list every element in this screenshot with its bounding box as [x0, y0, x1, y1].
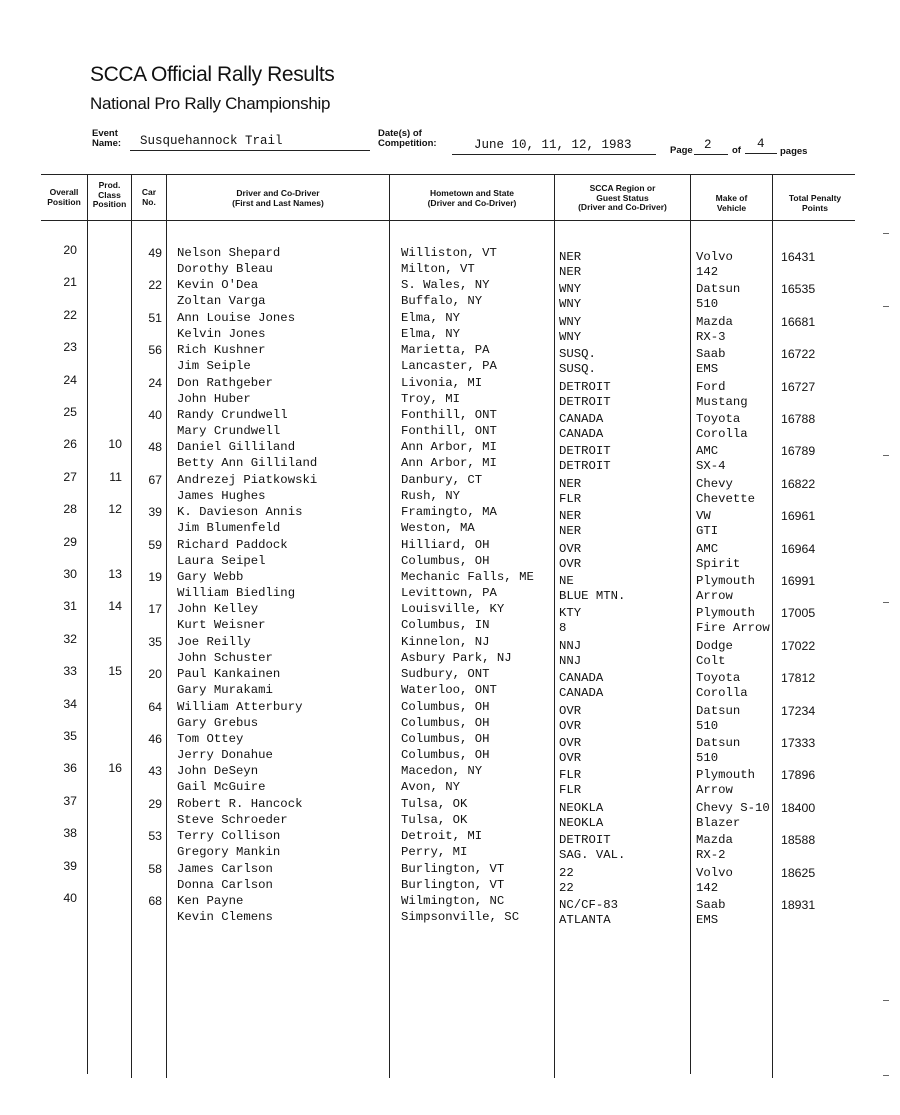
codriver-hometown: Perry, MI — [401, 845, 468, 860]
header-car-number: Car No. — [141, 187, 157, 207]
column-divider — [131, 174, 132, 1078]
driver-name: Andrezej Piatkowski — [177, 472, 318, 487]
column-divider — [554, 174, 555, 1078]
driver-name: Don Rathgeber — [177, 375, 273, 390]
overall-position: 35 — [63, 729, 77, 743]
penalty-points: 16788 — [781, 412, 816, 426]
driver-hometown: Hilliard, OH — [401, 537, 490, 552]
of-label: of — [732, 145, 741, 156]
column-divider — [166, 174, 167, 1078]
driver-hometown: S. Wales, NY — [401, 278, 490, 293]
penalty-points: 16727 — [781, 379, 816, 394]
column-divider — [772, 174, 773, 1078]
car-number: 29 — [148, 796, 162, 811]
penalty-points: 18400 — [781, 800, 816, 815]
driver-region: 22 — [559, 865, 574, 880]
vehicle-make: Plymouth — [696, 768, 756, 783]
overall-position: 26 — [63, 437, 77, 452]
driver-name: Ken Payne — [177, 894, 244, 908]
penalty-points: 16535 — [781, 282, 816, 297]
vehicle-model: Corolla — [696, 427, 748, 441]
header-driver: Driver and Co-Driver (First and Last Names) — [232, 188, 324, 208]
codriver-name: Steve Schroeder — [177, 812, 288, 827]
codriver-name: Zoltan Varga — [177, 294, 266, 309]
overall-position: 20 — [63, 243, 77, 257]
car-number: 24 — [148, 375, 162, 390]
driver-hometown: Columbus, OH — [401, 732, 490, 746]
codriver-name: Jim Seiple — [177, 359, 251, 374]
driver-name: Daniel Gilliland — [177, 440, 296, 455]
class-position: 14 — [108, 599, 122, 614]
car-number: 68 — [148, 894, 162, 908]
driver-name: Robert R. Hancock — [177, 796, 303, 811]
event-name-underline — [130, 150, 370, 151]
vehicle-model: 510 — [696, 751, 719, 765]
class-position: 15 — [108, 664, 122, 679]
codriver-name: Jim Blumenfeld — [177, 521, 281, 536]
vehicle-model: Chevette — [696, 491, 756, 506]
vehicle-model: 510 — [696, 297, 719, 312]
table-top-border — [41, 174, 855, 175]
driver-hometown: Burlington, VT — [401, 861, 505, 876]
driver-hometown: Macedon, NY — [401, 764, 483, 779]
car-number: 53 — [148, 829, 162, 844]
vehicle-model: RX-3 — [696, 329, 726, 344]
codriver-hometown: Rush, NY — [401, 488, 461, 503]
codriver-name: John Schuster — [177, 650, 273, 665]
driver-region: OVR — [559, 703, 582, 718]
dates-value: June 10, 11, 12, 1983 — [474, 138, 632, 152]
codriver-region: NEOKLA — [559, 815, 604, 830]
codriver-region: 8 — [559, 621, 567, 636]
codriver-name: Kelvin Jones — [177, 326, 266, 341]
overall-position: 38 — [63, 826, 77, 841]
codriver-hometown: Columbus, OH — [401, 748, 490, 762]
vehicle-make: Ford — [696, 379, 726, 394]
codriver-region: OVR — [559, 718, 582, 733]
page-label: Page — [670, 145, 693, 156]
car-number: 56 — [148, 343, 162, 358]
driver-hometown: Louisville, KY — [401, 602, 505, 617]
overall-position: 21 — [63, 275, 77, 290]
overall-position: 36 — [63, 761, 77, 776]
penalty-points: 17234 — [781, 703, 816, 718]
event-name-value: Susquehannock Trail — [140, 134, 283, 148]
header-hometown: Hometown and State (Driver and Co-Driver) — [427, 188, 517, 208]
driver-region: NE — [559, 574, 574, 588]
driver-hometown: Tulsa, OK — [401, 796, 468, 811]
vehicle-model: Corolla — [696, 686, 748, 701]
codriver-hometown: Lancaster, PA — [401, 359, 497, 374]
penalty-points: 16964 — [781, 541, 816, 556]
penalty-points: 16681 — [781, 314, 816, 329]
driver-hometown: Williston, VT — [401, 246, 497, 260]
driver-name: John DeSeyn — [177, 764, 259, 779]
driver-name: Ann Louise Jones — [177, 310, 296, 325]
codriver-name: Gail McGuire — [177, 780, 266, 795]
driver-name: Randy Crundwell — [177, 408, 288, 422]
car-number: 49 — [148, 246, 162, 260]
codriver-hometown: Avon, NY — [401, 780, 461, 795]
vehicle-make: Plymouth — [696, 606, 756, 621]
table-header-border — [41, 220, 855, 221]
car-number: 58 — [148, 861, 162, 876]
driver-name: John Kelley — [177, 602, 259, 617]
vehicle-model: Arrow — [696, 783, 733, 798]
vehicle-make: Volvo — [696, 865, 733, 880]
codriver-hometown: Columbus, OH — [401, 715, 490, 730]
overall-position: 24 — [63, 372, 77, 387]
penalty-points: 18625 — [781, 865, 816, 880]
penalty-points: 17896 — [781, 768, 816, 783]
overall-position: 32 — [63, 631, 77, 646]
driver-region: DETROIT — [559, 444, 611, 459]
car-number: 40 — [148, 408, 162, 422]
scan-speck — [883, 233, 889, 234]
overall-position: 22 — [63, 307, 77, 322]
penalty-points: 16991 — [781, 574, 816, 588]
codriver-region: DETROIT — [559, 459, 611, 474]
overall-position: 28 — [63, 502, 77, 517]
penalty-points: 17333 — [781, 736, 816, 750]
codriver-hometown: Weston, MA — [401, 521, 475, 536]
driver-hometown: Ann Arbor, MI — [401, 440, 497, 455]
dates-label: Date(s) of Competition: — [378, 128, 437, 149]
codriver-hometown: Waterloo, ONT — [401, 683, 497, 698]
header-points: Total Penalty Points — [788, 193, 842, 213]
results-table — [41, 174, 855, 1078]
codriver-hometown: Milton, VT — [401, 262, 475, 276]
penalty-points: 17812 — [781, 671, 816, 686]
driver-name: Tom Ottey — [177, 732, 244, 746]
document-subtitle: National Pro Rally Championship — [90, 94, 331, 113]
codriver-region: NER — [559, 265, 582, 279]
vehicle-make: Datsun — [696, 282, 741, 297]
vehicle-model: Fire Arrow — [696, 621, 770, 636]
codriver-region: OVR — [559, 556, 582, 571]
codriver-name: Betty Ann Gilliland — [177, 456, 318, 471]
penalty-points: 18931 — [781, 898, 816, 912]
vehicle-make: Datsun — [696, 736, 741, 750]
overall-position: 27 — [63, 469, 77, 484]
penalty-points: 16961 — [781, 509, 816, 524]
vehicle-make: Chevy — [696, 476, 733, 491]
car-number: 20 — [148, 667, 162, 682]
codriver-region: WNY — [559, 297, 582, 312]
codriver-region: OVR — [559, 751, 582, 765]
vehicle-model: EMS — [696, 362, 719, 377]
codriver-name: John Huber — [177, 391, 251, 406]
scan-speck — [883, 455, 889, 456]
column-divider — [690, 174, 691, 1074]
codriver-hometown: Columbus, IN — [401, 618, 490, 633]
vehicle-model: Blazer — [696, 815, 741, 830]
codriver-region: NER — [559, 524, 582, 539]
overall-position: 40 — [63, 891, 77, 905]
vehicle-model: Spirit — [696, 556, 741, 571]
vehicle-make: Mazda — [696, 833, 733, 848]
vehicle-model: Colt — [696, 653, 726, 668]
car-number: 67 — [148, 472, 162, 487]
codriver-name: Mary Crundwell — [177, 424, 281, 438]
codriver-name: Gregory Mankin — [177, 845, 281, 860]
codriver-region: BLUE MTN. — [559, 589, 626, 603]
car-number: 48 — [148, 440, 162, 455]
driver-hometown: Detroit, MI — [401, 829, 483, 844]
vehicle-model: 142 — [696, 880, 719, 895]
driver-region: DETROIT — [559, 833, 611, 848]
penalty-points: 16722 — [781, 347, 816, 362]
penalty-points: 16431 — [781, 250, 816, 264]
car-number: 22 — [148, 278, 162, 293]
codriver-hometown: Simpsonville, SC — [401, 910, 520, 924]
class-position: 10 — [108, 437, 122, 452]
class-position: 16 — [108, 761, 122, 776]
codriver-hometown: Elma, NY — [401, 326, 461, 341]
codriver-region: WNY — [559, 329, 582, 344]
driver-name: Gary Webb — [177, 570, 244, 584]
page-total-underline — [745, 153, 777, 154]
vehicle-make: Plymouth — [696, 574, 756, 588]
driver-region: FLR — [559, 768, 582, 783]
codriver-name: Kurt Weisner — [177, 618, 266, 633]
event-name-label: Event Name: — [92, 128, 122, 149]
codriver-name: Donna Carlson — [177, 877, 273, 892]
page-total: 4 — [757, 137, 765, 151]
scan-speck — [883, 1075, 889, 1076]
vehicle-make: Dodge — [696, 638, 733, 653]
car-number: 19 — [148, 570, 162, 584]
overall-position: 33 — [63, 664, 77, 679]
vehicle-make: AMC — [696, 541, 719, 556]
codriver-hometown: Asbury Park, NJ — [401, 650, 512, 665]
page-number: 2 — [704, 138, 712, 152]
vehicle-make: Toyota — [696, 671, 741, 686]
driver-hometown: Wilmington, NC — [401, 894, 505, 908]
overall-position: 23 — [63, 340, 77, 355]
driver-region: KTY — [559, 606, 582, 621]
codriver-hometown: Burlington, VT — [401, 877, 505, 892]
car-number: 64 — [148, 699, 162, 714]
header-class-position: Prod. Class Position — [92, 180, 127, 209]
driver-region: DETROIT — [559, 379, 611, 394]
codriver-hometown: Levittown, PA — [401, 586, 497, 600]
driver-name: Terry Collison — [177, 829, 281, 844]
car-number: 51 — [148, 310, 162, 325]
driver-name: James Carlson — [177, 861, 273, 876]
codriver-region: NNJ — [559, 653, 582, 668]
page-number-underline — [694, 154, 728, 155]
vehicle-make: AMC — [696, 444, 719, 459]
driver-name: K. Davieson Annis — [177, 505, 303, 520]
codriver-region: 22 — [559, 880, 574, 895]
codriver-region: DETROIT — [559, 394, 611, 409]
vehicle-make: Toyota — [696, 412, 741, 426]
driver-region: NER — [559, 476, 582, 491]
driver-name: William Atterbury — [177, 699, 303, 714]
codriver-name: Kevin Clemens — [177, 910, 273, 924]
vehicle-model: GTI — [696, 524, 719, 539]
overall-position: 25 — [63, 405, 77, 419]
pages-label: pages — [780, 146, 808, 157]
vehicle-make: Saab — [696, 347, 726, 362]
car-number: 17 — [148, 602, 162, 617]
driver-region: NER — [559, 509, 582, 524]
scan-speck — [883, 602, 889, 603]
driver-hometown: Livonia, MI — [401, 375, 483, 390]
scan-speck — [883, 1000, 889, 1001]
vehicle-model: RX-2 — [696, 848, 726, 863]
column-divider — [87, 174, 88, 1074]
vehicle-make: Saab — [696, 898, 726, 912]
car-number: 39 — [148, 505, 162, 520]
driver-hometown: Columbus, OH — [401, 699, 490, 714]
driver-name: Kevin O'Dea — [177, 278, 259, 293]
header-region: SCCA Region or Guest Status (Driver and Co-Driver) — [578, 183, 667, 212]
codriver-region: FLR — [559, 491, 582, 506]
vehicle-model: Arrow — [696, 589, 733, 603]
codriver-region: CANADA — [559, 427, 604, 441]
vehicle-make: VW — [696, 509, 711, 524]
codriver-hometown: Ann Arbor, MI — [401, 456, 497, 471]
driver-hometown: Mechanic Falls, ME — [401, 570, 534, 584]
driver-hometown: Elma, NY — [401, 310, 461, 325]
header-make: Make of Vehicle — [715, 193, 748, 213]
vehicle-model: SX-4 — [696, 459, 726, 474]
codriver-region: CANADA — [559, 686, 604, 701]
column-divider — [389, 174, 390, 1078]
car-number: 35 — [148, 634, 162, 649]
codriver-region: FLR — [559, 783, 582, 798]
codriver-hometown: Tulsa, OK — [401, 812, 468, 827]
driver-region: CANADA — [559, 412, 604, 426]
dates-underline — [452, 154, 656, 155]
header-overall-position: Overall Position — [47, 187, 81, 207]
vehicle-model: Mustang — [696, 394, 748, 409]
driver-hometown: Framingto, MA — [401, 505, 497, 520]
overall-position: 39 — [63, 858, 77, 873]
class-position: 12 — [108, 502, 122, 517]
driver-hometown: Fonthill, ONT — [401, 408, 497, 422]
vehicle-model: 142 — [696, 265, 719, 279]
penalty-points: 18588 — [781, 833, 816, 848]
overall-position: 30 — [63, 567, 77, 581]
codriver-name: William Biedling — [177, 586, 296, 600]
driver-name: Rich Kushner — [177, 343, 266, 358]
driver-region: NNJ — [559, 638, 582, 653]
codriver-name: Jerry Donahue — [177, 748, 273, 762]
driver-region: NER — [559, 250, 582, 264]
penalty-points: 17005 — [781, 606, 816, 621]
vehicle-make: Volvo — [696, 250, 733, 264]
codriver-hometown: Fonthill, ONT — [401, 424, 497, 438]
overall-position: 31 — [63, 599, 77, 614]
driver-name: Richard Paddock — [177, 537, 288, 552]
driver-region: SUSQ. — [559, 347, 596, 362]
vehicle-model: 510 — [696, 718, 719, 733]
driver-region: OVR — [559, 541, 582, 556]
codriver-hometown: Buffalo, NY — [401, 294, 483, 309]
driver-region: OVR — [559, 736, 582, 750]
car-number: 43 — [148, 764, 162, 779]
driver-name: Nelson Shepard — [177, 246, 281, 260]
car-number: 59 — [148, 537, 162, 552]
vehicle-make: Chevy S-10 — [696, 800, 770, 815]
driver-region: WNY — [559, 282, 582, 297]
driver-region: NC/CF-83 — [559, 898, 619, 912]
document-title: SCCA Official Rally Results — [90, 63, 335, 86]
class-position: 13 — [108, 567, 122, 581]
penalty-points: 16822 — [781, 476, 816, 491]
codriver-hometown: Columbus, OH — [401, 553, 490, 568]
codriver-name: James Hughes — [177, 488, 266, 503]
codriver-hometown: Troy, MI — [401, 391, 461, 406]
penalty-points: 16789 — [781, 444, 816, 459]
vehicle-make: Mazda — [696, 314, 733, 329]
driver-region: NEOKLA — [559, 800, 604, 815]
driver-hometown: Sudbury, ONT — [401, 667, 490, 682]
scan-speck — [883, 306, 889, 307]
driver-name: Paul Kankainen — [177, 667, 281, 682]
codriver-name: Gary Grebus — [177, 715, 259, 730]
driver-hometown: Kinnelon, NJ — [401, 634, 490, 649]
driver-region: CANADA — [559, 671, 604, 686]
codriver-region: ATLANTA — [559, 913, 611, 927]
codriver-name: Gary Murakami — [177, 683, 273, 698]
codriver-region: SUSQ. — [559, 362, 596, 377]
class-position: 11 — [109, 469, 122, 484]
codriver-name: Laura Seipel — [177, 553, 266, 568]
overall-position: 34 — [63, 696, 77, 711]
penalty-points: 17022 — [781, 638, 816, 653]
driver-region: WNY — [559, 314, 582, 329]
overall-position: 29 — [63, 534, 77, 549]
vehicle-make: Datsun — [696, 703, 741, 718]
driver-name: Joe Reilly — [177, 634, 251, 649]
codriver-region: SAG. VAL. — [559, 848, 626, 863]
vehicle-model: EMS — [696, 913, 719, 927]
codriver-name: Dorothy Bleau — [177, 262, 273, 276]
driver-hometown: Marietta, PA — [401, 343, 490, 358]
overall-position: 37 — [63, 793, 77, 808]
car-number: 46 — [148, 732, 162, 746]
driver-hometown: Danbury, CT — [401, 472, 483, 487]
